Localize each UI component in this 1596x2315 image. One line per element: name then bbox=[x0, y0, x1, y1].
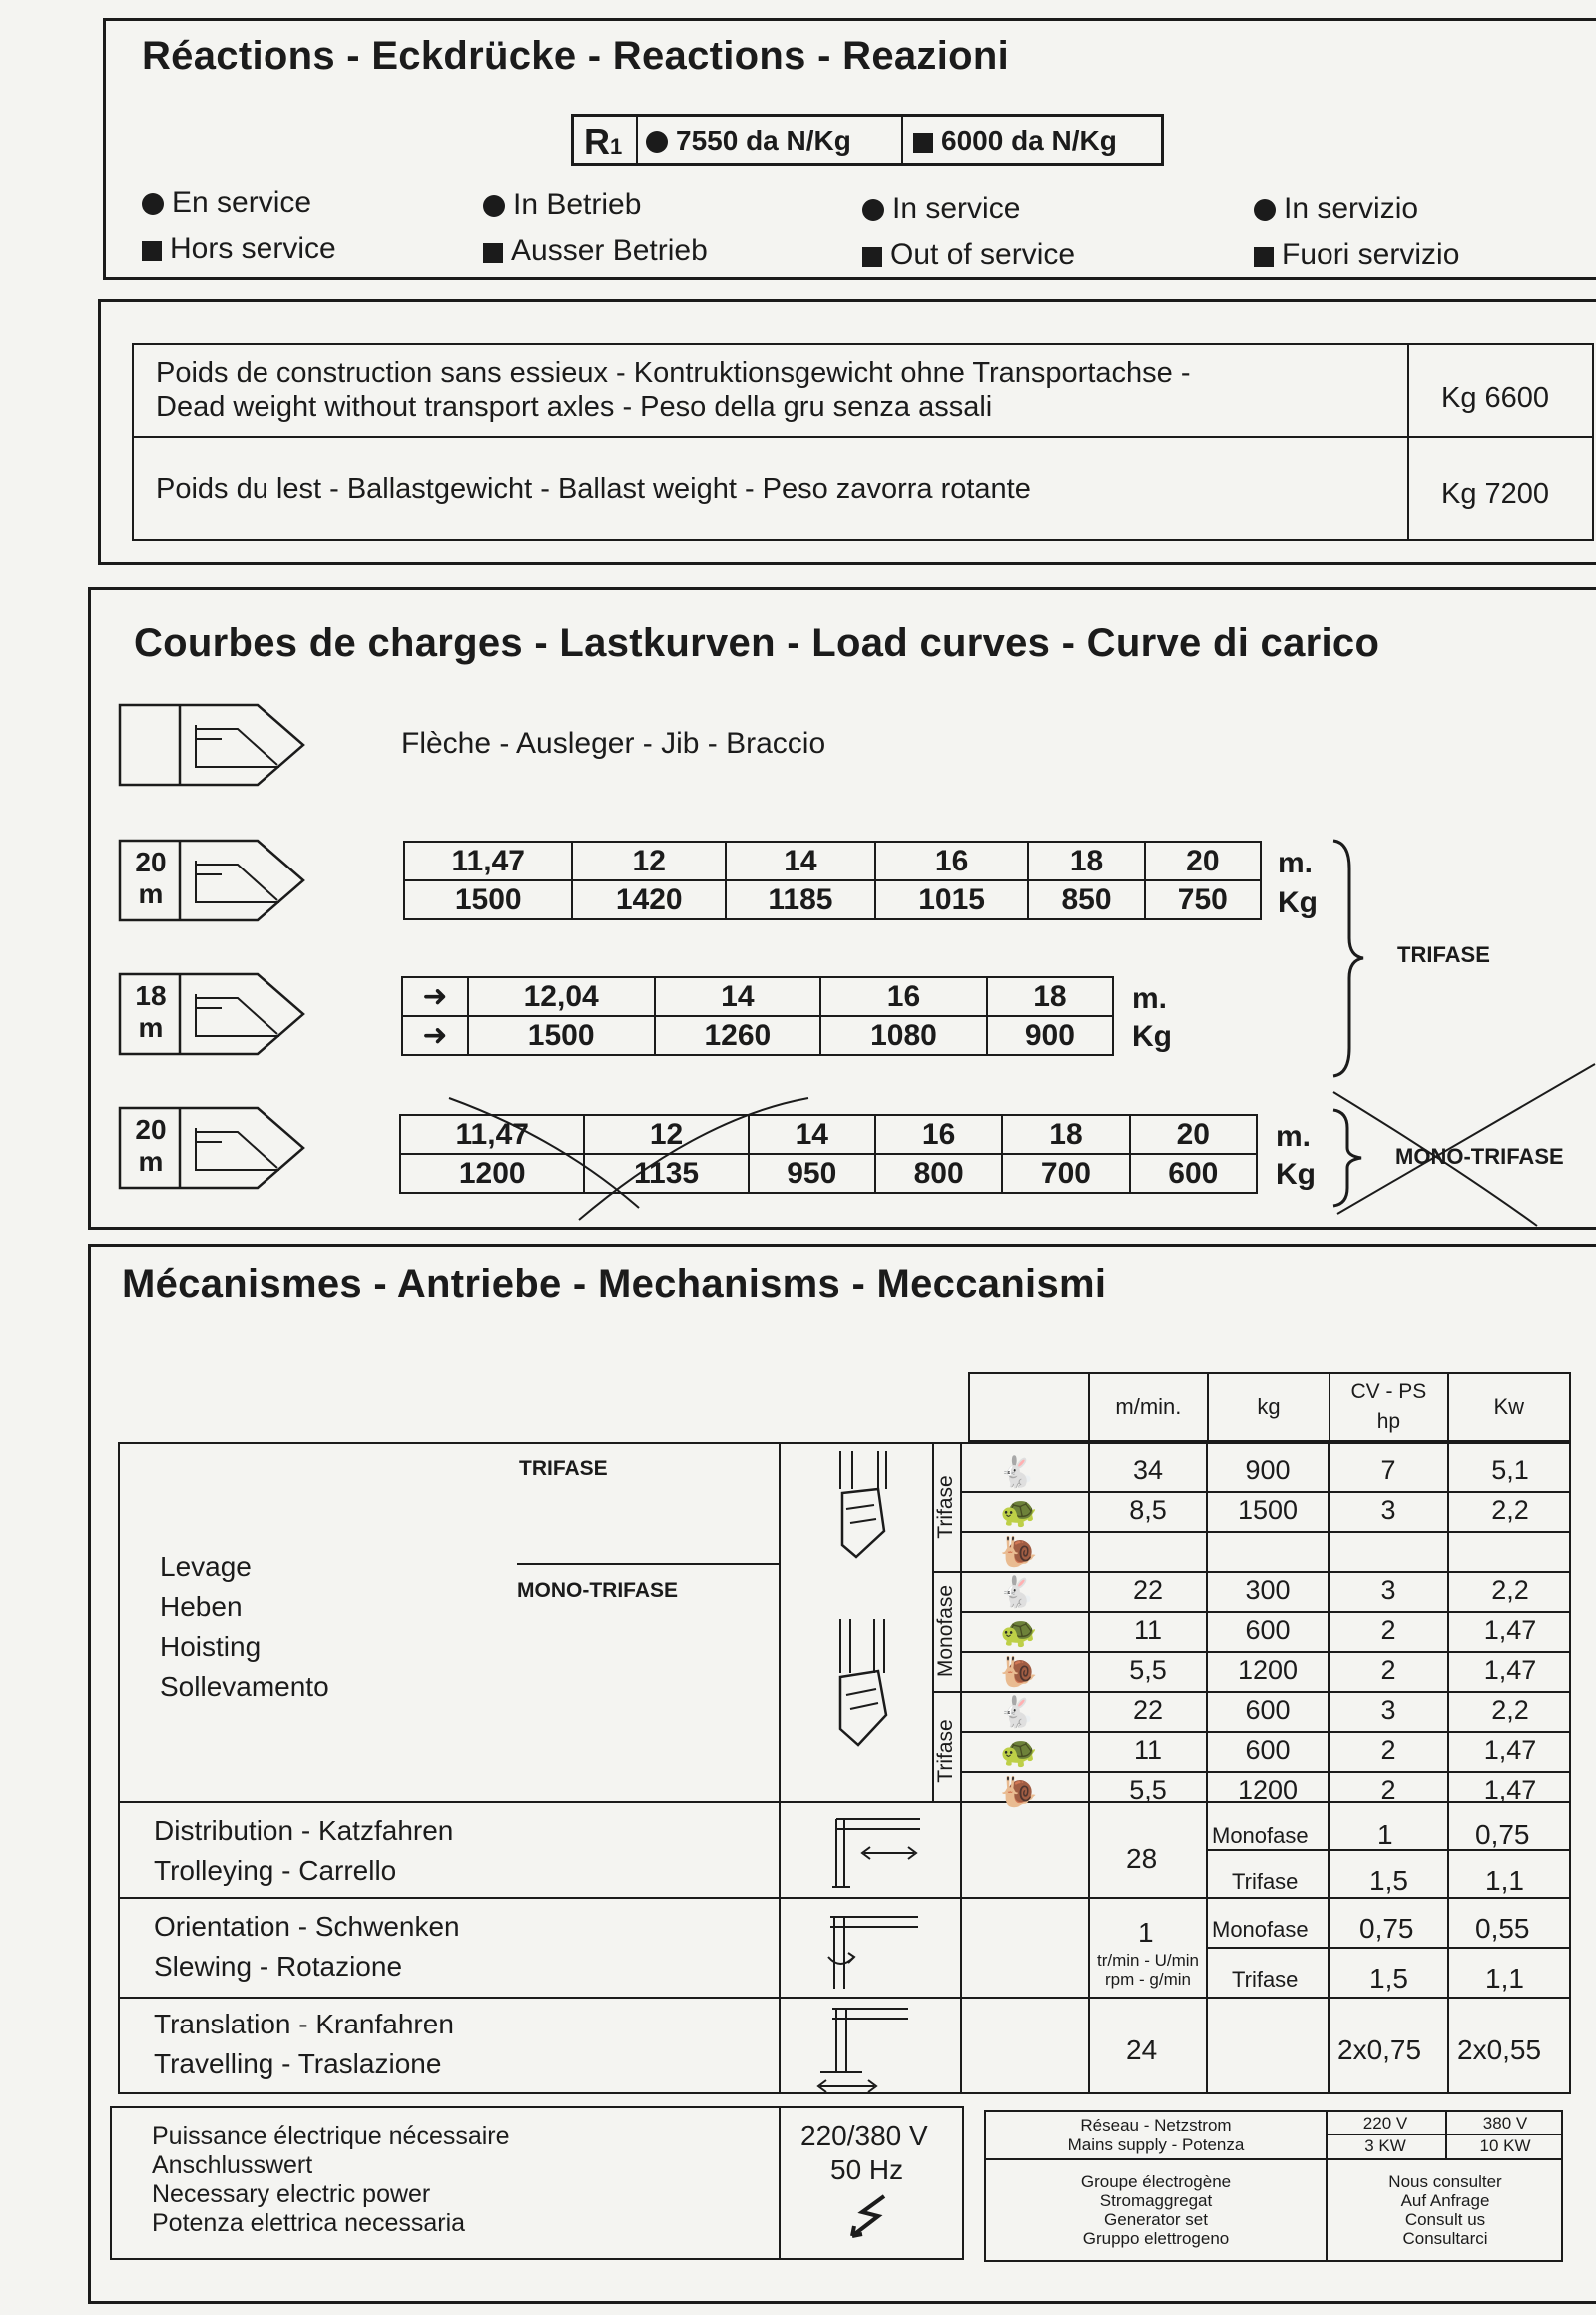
jib-length-1: 20 m bbox=[135, 847, 167, 909]
load-m: 14 bbox=[726, 842, 875, 880]
load-m: 20 bbox=[1145, 842, 1261, 880]
jib-length-3: 20 m bbox=[135, 1114, 167, 1177]
power-box bbox=[110, 2106, 964, 2260]
legend-it-in: In servizio bbox=[1254, 192, 1418, 226]
trolleying-tri: Trifase bbox=[1232, 1869, 1299, 1894]
hoisting-kw: 2,2 bbox=[1491, 1695, 1529, 1725]
trolleying-line2: Trolleying - Carrello bbox=[154, 1855, 397, 1886]
hoisting-mono-trifase-label: MONO-TRIFASE bbox=[517, 1579, 678, 1602]
reaction-in-service: 7550 da N/Kg bbox=[646, 125, 851, 157]
load-kg: 1260 bbox=[655, 1016, 821, 1055]
hare-icon: 🐇 bbox=[998, 1456, 1036, 1489]
load-kg: 750 bbox=[1145, 880, 1261, 919]
header-speed: m/min. bbox=[1089, 1373, 1208, 1441]
circle-icon bbox=[646, 131, 668, 153]
hoisting-kg: 1200 bbox=[1237, 1775, 1299, 1805]
mains-label: Réseau - Netzstrom Mains supply - Potenza bbox=[1067, 2116, 1245, 2154]
load-curves-title: Courbes de charges - Lastkurven - Load curves - Curve di carico bbox=[134, 621, 1380, 665]
hoisting-cv: 3 bbox=[1380, 1495, 1396, 1525]
unit-kg: Kg bbox=[1132, 1020, 1172, 1053]
hoisting-speed: 34 bbox=[1132, 1455, 1164, 1485]
mechanisms-title: Mécanismes - Antriebe - Mechanisms - Meccanismi bbox=[122, 1262, 1107, 1306]
power-voltage: 220/380 V bbox=[800, 2120, 928, 2151]
load-m: 18 bbox=[1002, 1115, 1129, 1154]
load-m: 12 bbox=[572, 842, 726, 880]
load-kg: 850 bbox=[1028, 880, 1144, 919]
square-icon bbox=[142, 241, 162, 261]
side-trifase: Trifase bbox=[934, 1475, 957, 1539]
hoisting-speed: 11 bbox=[1133, 1615, 1163, 1645]
mono-trifase-label: MONO-TRIFASE bbox=[1395, 1144, 1564, 1169]
unit-kg: Kg bbox=[1276, 1158, 1316, 1191]
hoisting-kw: 5,1 bbox=[1491, 1455, 1529, 1485]
hoisting-kg: 600 bbox=[1245, 1735, 1291, 1765]
travelling-icon bbox=[814, 2003, 914, 2094]
trolleying-mono-kw: 0,75 bbox=[1475, 1819, 1530, 1850]
hoisting-cv: 3 bbox=[1380, 1575, 1396, 1605]
tortoise-icon: 🐢 bbox=[1000, 1496, 1038, 1529]
legend-it-out: Fuori servizio bbox=[1254, 238, 1459, 272]
trolleying-tri-cv: 1,5 bbox=[1369, 1865, 1408, 1896]
snail-icon: 🐌 bbox=[1000, 1776, 1038, 1809]
side-trifase-2: Trifase bbox=[934, 1719, 957, 1783]
reaction-r-label: R1 bbox=[584, 121, 623, 162]
unit-m: m. bbox=[1276, 1120, 1312, 1153]
circle-icon bbox=[483, 195, 505, 217]
jib-label: Flèche - Ausleger - Jib - Braccio bbox=[401, 727, 826, 760]
hoisting-cv: 2 bbox=[1380, 1655, 1396, 1685]
hoisting-trifase-label: TRIFASE bbox=[519, 1457, 608, 1480]
legend-de-in: In Betrieb bbox=[483, 188, 641, 222]
load-m: 16 bbox=[875, 1115, 1002, 1154]
hoisting-cv: 2 bbox=[1380, 1615, 1396, 1645]
consult-label: Nous consulter Auf Anfrage Consult us Consultarci bbox=[1388, 2172, 1502, 2248]
trolleying-line1: Distribution - Katzfahren bbox=[154, 1815, 454, 1846]
square-icon bbox=[862, 247, 882, 267]
slewing-mono-kw: 0,55 bbox=[1475, 1913, 1530, 1944]
load-kg: 900 bbox=[987, 1016, 1113, 1055]
trolley-icon bbox=[828, 1813, 928, 1893]
load-kg: 1500 bbox=[468, 1016, 655, 1055]
power-freq: 50 Hz bbox=[830, 2154, 904, 2185]
circle-icon bbox=[862, 199, 884, 221]
hoisting-kg: 600 bbox=[1245, 1615, 1291, 1645]
square-icon bbox=[1254, 247, 1274, 267]
square-icon bbox=[913, 133, 933, 153]
trolleying-speed: 28 bbox=[1126, 1843, 1158, 1874]
load-m: 14 bbox=[749, 1115, 875, 1154]
hook-icon bbox=[828, 1617, 898, 1757]
slewing-mono: Monofase bbox=[1212, 1917, 1309, 1942]
snail-icon: 🐌 bbox=[1000, 1536, 1038, 1569]
load-table-3 bbox=[399, 1114, 1258, 1194]
reaction-box bbox=[571, 114, 1164, 166]
trifase-label: TRIFASE bbox=[1397, 942, 1490, 967]
reaction-out-service: 6000 da N/Kg bbox=[913, 125, 1117, 157]
hare-icon: 🐇 bbox=[998, 1576, 1036, 1609]
arrow-right-icon: ➜ bbox=[402, 1016, 468, 1055]
trolleying-mono-cv: 1 bbox=[1377, 1819, 1393, 1850]
hoisting-kw: 2,2 bbox=[1491, 1575, 1529, 1605]
legend-en-in: In service bbox=[862, 192, 1020, 226]
side-monofase: Monofase bbox=[934, 1584, 957, 1678]
hoisting-speed: 22 bbox=[1132, 1575, 1164, 1605]
mains-220: 220 V bbox=[1362, 2114, 1408, 2133]
unit-kg: Kg bbox=[1278, 886, 1318, 919]
legend-fr-in: En service bbox=[142, 186, 311, 220]
slewing-tri: Trifase bbox=[1232, 1967, 1299, 1992]
jib-length-2: 18 m bbox=[135, 980, 167, 1043]
mains-380-kw: 10 KW bbox=[1479, 2136, 1531, 2155]
header-kw: Kw bbox=[1448, 1373, 1570, 1441]
ballast-label: Poids du lest - Ballastgewicht - Ballast weight - Peso zavorra rotante bbox=[156, 473, 1031, 505]
weights-table bbox=[132, 343, 1594, 541]
hoisting-speed: 5,5 bbox=[1129, 1655, 1167, 1685]
generator-label: Groupe électrogène Stromaggregat Generator set Gruppo elettrogeno bbox=[1080, 2172, 1232, 2248]
hoisting-kw: 1,47 bbox=[1483, 1615, 1537, 1645]
brace-mono-trifase bbox=[1328, 1108, 1367, 1208]
travelling-speed: 24 bbox=[1126, 2034, 1158, 2065]
circle-icon bbox=[142, 193, 164, 215]
load-kg: 1200 bbox=[400, 1154, 584, 1193]
load-m: 12 bbox=[584, 1115, 748, 1154]
brace-trifase bbox=[1328, 839, 1367, 1078]
load-table-1 bbox=[403, 841, 1262, 920]
ballast-value: Kg 7200 bbox=[1441, 478, 1550, 510]
hoisting-cv: 3 bbox=[1380, 1695, 1396, 1725]
load-m: 14 bbox=[655, 977, 821, 1016]
snail-icon: 🐌 bbox=[1000, 1656, 1038, 1689]
hoisting-kw: 1,47 bbox=[1483, 1775, 1537, 1805]
slewing-line1: Orientation - Schwenken bbox=[154, 1911, 460, 1942]
load-m: 16 bbox=[820, 977, 987, 1016]
travelling-cv: 2x0,75 bbox=[1337, 2034, 1422, 2065]
load-m: 16 bbox=[875, 842, 1029, 880]
dead-weight-label-1: Poids de construction sans essieux - Kontruktionsgewicht ohne Transportachse - bbox=[156, 357, 1191, 389]
hoisting-cv: 2 bbox=[1380, 1735, 1396, 1765]
hoisting-cv: 7 bbox=[1380, 1455, 1396, 1485]
load-m: 18 bbox=[987, 977, 1113, 1016]
supply-box bbox=[984, 2110, 1563, 2262]
hoisting-kg: 900 bbox=[1245, 1455, 1291, 1485]
hoisting-kw: 1,47 bbox=[1483, 1655, 1537, 1685]
load-m: 11,47 bbox=[404, 842, 572, 880]
load-kg: 950 bbox=[749, 1154, 875, 1193]
circle-icon bbox=[1254, 199, 1276, 221]
arrow-right-icon: ➜ bbox=[402, 977, 468, 1016]
reactions-title: Réactions - Eckdrücke - Reactions - Reazioni bbox=[142, 34, 1010, 78]
load-m: 20 bbox=[1130, 1115, 1257, 1154]
jib-icon bbox=[118, 703, 307, 787]
hoisting-kg: 300 bbox=[1245, 1575, 1291, 1605]
hoisting-kg: 1500 bbox=[1237, 1495, 1299, 1525]
hoisting-labels: Levage Heben Hoisting Sollevamento bbox=[160, 1551, 329, 1702]
mains-380: 380 V bbox=[1482, 2114, 1528, 2133]
load-kg: 1015 bbox=[875, 880, 1029, 919]
mech-header bbox=[968, 1372, 1571, 1442]
dead-weight-label-2: Dead weight without transport axles - Peso della gru senza assali bbox=[156, 391, 993, 423]
hoisting-kw: 1,47 bbox=[1483, 1735, 1537, 1765]
load-m: 18 bbox=[1028, 842, 1144, 880]
slewing-mono-cv: 0,75 bbox=[1359, 1913, 1414, 1944]
load-m: 12,04 bbox=[468, 977, 655, 1016]
power-labels: Puissance électrique nécessaire Anschlusswert Necessary electric power Potenza elettrica necessaria bbox=[152, 2122, 510, 2237]
travelling-kw: 2x0,55 bbox=[1457, 2034, 1542, 2065]
legend-de-out: Ausser Betrieb bbox=[483, 234, 708, 268]
slewing-unit: tr/min - U/min rpm - g/min bbox=[1097, 1951, 1199, 1989]
slewing-tri-kw: 1,1 bbox=[1485, 1963, 1524, 1994]
tortoise-icon: 🐢 bbox=[1000, 1616, 1038, 1649]
trolleying-tri-kw: 1,1 bbox=[1485, 1865, 1524, 1896]
slewing-tri-cv: 1,5 bbox=[1369, 1963, 1408, 1994]
hoisting-speed: 11 bbox=[1133, 1735, 1163, 1765]
slewing-icon bbox=[824, 1907, 924, 1993]
lightning-icon bbox=[840, 2192, 900, 2242]
mains-220-kw: 3 KW bbox=[1364, 2136, 1406, 2155]
hare-icon: 🐇 bbox=[998, 1696, 1036, 1729]
slewing-line2: Slewing - Rotazione bbox=[154, 1951, 403, 1982]
hook-icon bbox=[828, 1449, 898, 1569]
unit-m: m. bbox=[1132, 982, 1168, 1015]
tortoise-icon: 🐢 bbox=[1000, 1736, 1038, 1769]
legend-fr-out: Hors service bbox=[142, 232, 336, 266]
load-kg: 1500 bbox=[404, 880, 572, 919]
hoisting-kw: 2,2 bbox=[1491, 1495, 1529, 1525]
hoisting-cv: 2 bbox=[1380, 1775, 1396, 1805]
load-kg: 1420 bbox=[572, 880, 726, 919]
load-kg: 1080 bbox=[820, 1016, 987, 1055]
hoisting-kg: 1200 bbox=[1237, 1655, 1299, 1685]
unit-m: m. bbox=[1278, 847, 1314, 879]
hoisting-kg: 600 bbox=[1245, 1695, 1291, 1725]
slewing-speed: 1 bbox=[1138, 1917, 1154, 1948]
square-icon bbox=[483, 243, 503, 263]
travelling-line1: Translation - Kranfahren bbox=[154, 2009, 454, 2039]
load-kg: 1135 bbox=[584, 1154, 748, 1193]
load-kg: 1185 bbox=[726, 880, 875, 919]
legend-en-out: Out of service bbox=[862, 238, 1075, 272]
hoisting-speed: 22 bbox=[1132, 1695, 1164, 1725]
dead-weight-value: Kg 6600 bbox=[1441, 382, 1550, 414]
hoisting-speed: 5,5 bbox=[1129, 1775, 1167, 1805]
load-kg: 700 bbox=[1002, 1154, 1129, 1193]
header-kg: kg bbox=[1208, 1373, 1330, 1441]
hoisting-speed: 8,5 bbox=[1129, 1495, 1167, 1525]
load-m: 11,47 bbox=[400, 1115, 584, 1154]
load-kg: 800 bbox=[875, 1154, 1002, 1193]
travelling-line2: Travelling - Traslazione bbox=[154, 2048, 442, 2079]
header-cv: CV - PS hp bbox=[1330, 1373, 1447, 1441]
load-kg: 600 bbox=[1130, 1154, 1257, 1193]
load-table-2 bbox=[401, 976, 1114, 1056]
trolleying-mono: Monofase bbox=[1212, 1823, 1309, 1848]
